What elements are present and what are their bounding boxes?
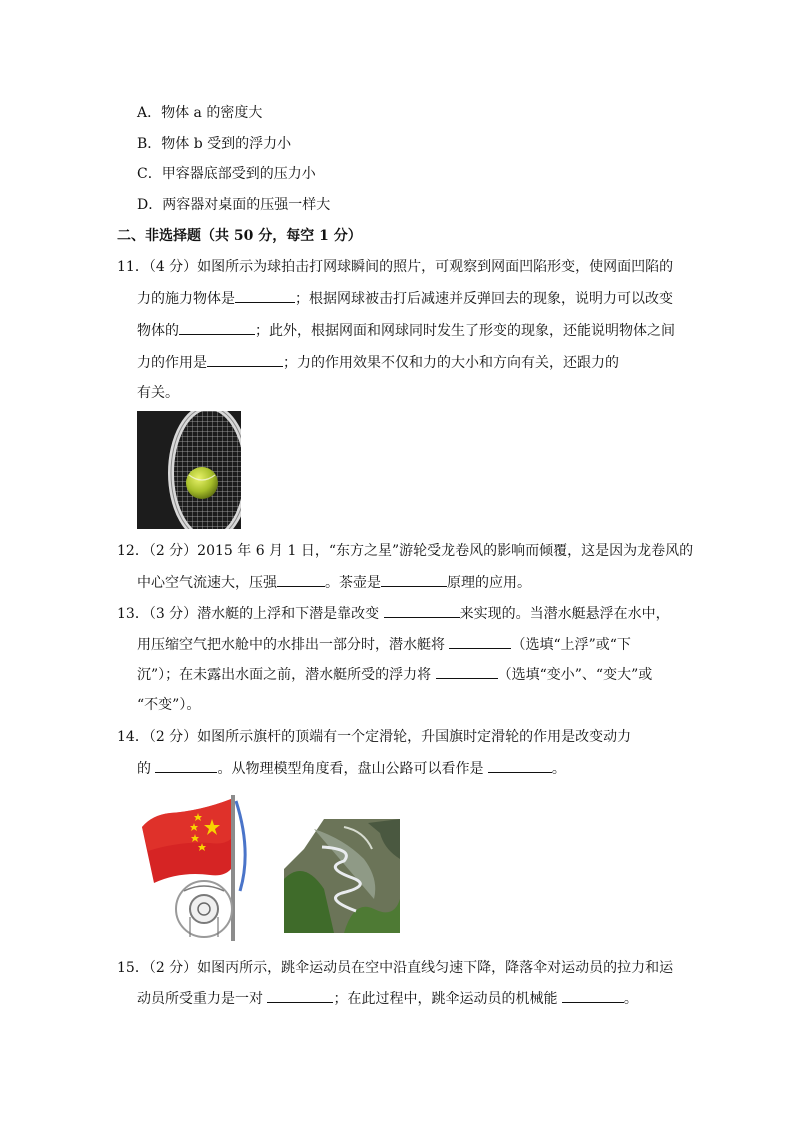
q12-line1: 12．（2 分）2015 年 6 月 1 日，“东方之星”游轮受龙卷风的影响而倾覆，这是因为龙卷风的 — [117, 543, 694, 559]
q13-blank-2[interactable] — [449, 634, 511, 649]
q14-text: 的 — [137, 761, 156, 777]
q11-text: 力的施力物体是 — [137, 291, 235, 307]
q13-text: （选填“变小”、“变大”或 — [497, 667, 653, 683]
q15-blank-2[interactable] — [562, 988, 624, 1003]
q12-blank-2[interactable] — [381, 572, 447, 587]
q13-line4: “不变”）。 — [137, 697, 201, 713]
q11-text: 物体的 — [137, 323, 179, 339]
option-c: C．甲容器底部受到的压力小 — [137, 166, 316, 182]
q12-text: 原理的应用。 — [447, 575, 531, 591]
q13-text: 用压缩空气把水舱中的水排出一部分时，潜水艇将 — [137, 637, 450, 653]
q15-text: 。 — [623, 991, 638, 1007]
option-d: D．两容器对桌面的压强一样大 — [137, 197, 331, 213]
q14-line1: 14．（2 分）如图所示旗杆的顶端有一个定滑轮，升国旗时定滑轮的作用是改变动力 — [117, 729, 632, 745]
q12-blank-1[interactable] — [277, 572, 325, 587]
flag-pulley-image — [140, 791, 262, 941]
flag-pulley-illustration — [140, 791, 262, 941]
q11-blank-2[interactable] — [179, 320, 255, 335]
q15-line2 — [137, 988, 638, 1009]
option-a: A．物体 a 的密度大 — [137, 105, 263, 121]
q15-blank-1[interactable] — [267, 988, 333, 1003]
q12-text: 。茶壶是 — [325, 575, 381, 591]
tennis-racket-image — [137, 411, 241, 529]
q11-line1: 11．（4 分）如图所示为球拍击打网球瞬间的照片，可观察到网面凹陷形变，使网面凹陷的 — [117, 259, 674, 275]
q14-line2 — [137, 758, 566, 779]
q14-text: 。 — [551, 761, 566, 777]
q14-text: 。从物理模型角度看，盘山公路可以看作是 — [217, 761, 488, 777]
q15-text: ；在此过程中，跳伞运动员的机械能 — [333, 991, 562, 1007]
q11-line2 — [137, 288, 673, 309]
q11-text: 力的作用是 — [137, 355, 207, 371]
q11-blank-1[interactable] — [235, 288, 295, 303]
q15-line1: 15．（2 分）如图丙所示，跳伞运动员在空中沿直线匀速下降，降落伞对运动员的拉力和运 — [117, 960, 674, 976]
q13-text: （选填“上浮”或“下 — [511, 637, 631, 653]
q11-line5: 有关。 — [137, 385, 179, 401]
q11-text: ；根据网球被击打后减速并反弹回去的现象，说明力可以改变 — [295, 291, 673, 307]
option-b: B．物体 b 受到的浮力小 — [137, 136, 292, 152]
q13-line3 — [137, 664, 652, 685]
q13-text: 来实现的。当潜水艇悬浮在水中， — [459, 606, 670, 622]
q13-text: 沉”）；在未露出水面之前，潜水艇所受的浮力将 — [137, 667, 436, 683]
q13-text: 13．（3 分）潜水艇的上浮和下潜是靠改变 — [117, 606, 384, 622]
mountain-road-illustration — [284, 819, 400, 933]
section-heading: 二、非选择题（共 50 分，每空 1 分） — [117, 228, 362, 244]
q13-line1 — [117, 603, 670, 624]
q15-text: 动员所受重力是一对 — [137, 991, 268, 1007]
q14-blank-2[interactable] — [488, 758, 552, 773]
q11-text: ；力的作用效果不仅和力的大小和方向有关，还跟力的 — [283, 355, 619, 371]
tennis-racket-illustration — [137, 411, 241, 529]
q14-blank-1[interactable] — [155, 758, 217, 773]
q13-blank-1[interactable] — [384, 603, 460, 618]
q11-text: ；此外，根据网面和网球同时发生了形变的现象，还能说明物体之间 — [255, 323, 675, 339]
q11-line3 — [137, 320, 675, 341]
q11-blank-3[interactable] — [207, 352, 283, 367]
q12-text: 中心空气流速大，压强 — [137, 575, 277, 591]
q13-blank-3[interactable] — [436, 664, 498, 679]
q12-line2 — [137, 572, 531, 593]
q11-line4 — [137, 352, 619, 373]
q13-line2 — [137, 634, 631, 655]
mountain-road-image — [284, 819, 400, 933]
